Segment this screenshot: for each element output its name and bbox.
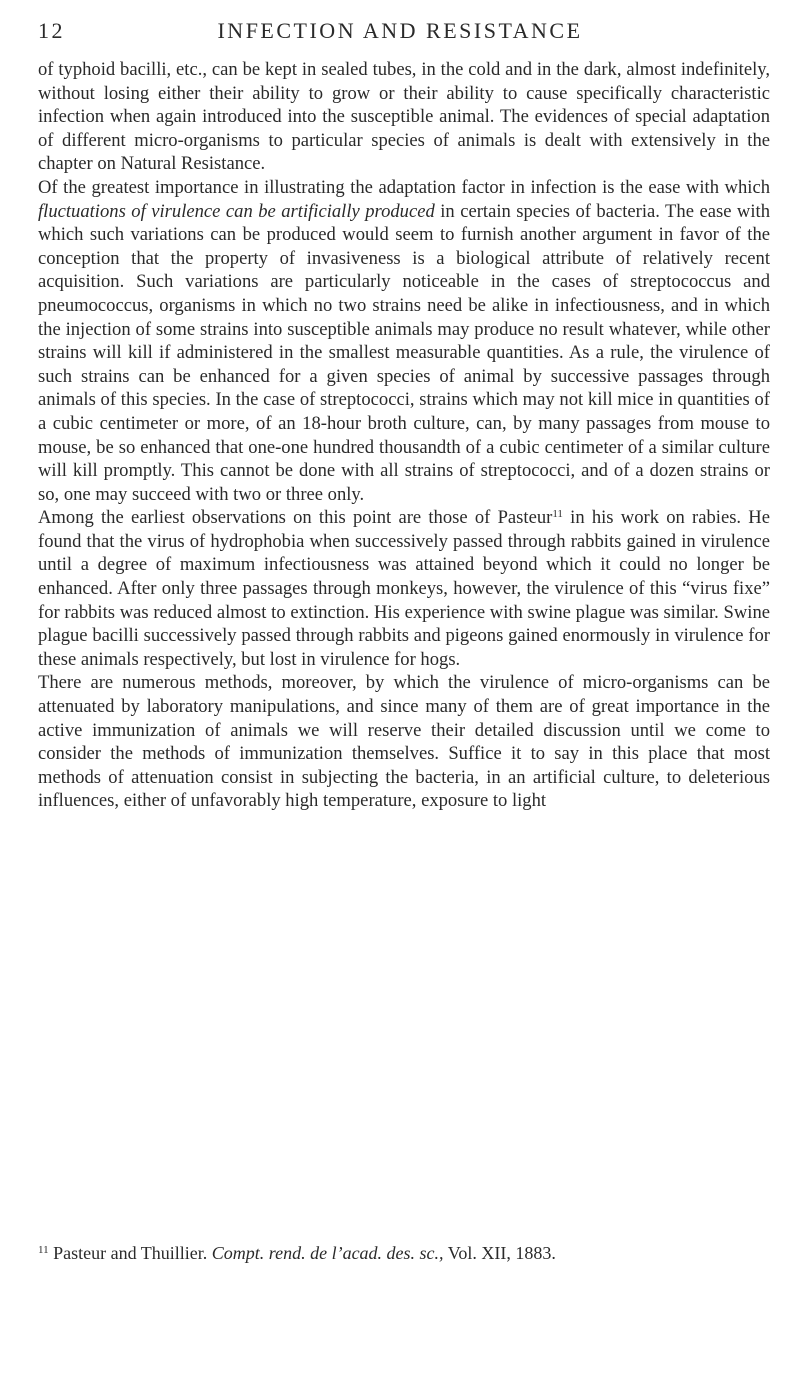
paragraph-1-text: of typhoid bacilli, etc., can be kept in sealed tubes, in the cold and in the dark, almost indefinitely, without losing either their ability to grow or their ability to cause specifically characteristic infection when again introduced into the susceptible animal. The evidences of special adaptation of different micro-organisms to particular species of animals is dealt with extensively in the chapter on Natural Resistance.: [38, 59, 770, 175]
paragraph-3-text-after: in his work on rabies. He found that the virus of hydrophobia when successively passed through rabbits gained in virulence until a degree of maximum infectiousness was attained beyond which it could no longer be enhanced. After only three passages through monkeys, however, the virulence of this “virus fixe” for rabbits was reduced almost to extinction. His experience with swine plague was similar. Swine plague bacilli successively passed through rabbits and pigeons gained enormously in virulence for these animals respectively, but lost in virulence for hogs.: [38, 507, 770, 670]
paragraph-2-text-after: in certain species of bacteria. The ease with which such variations can be produced would seem to furnish another argument in favor of the conception that the property of invasiveness is a biological attribute of relatively recent acquisition. Such variations are particularly noticeable in the cases of streptococcus and pneumococcus, organisms in which no two strains need be alike in infectiousness, and in which the injection of some strains into susceptible animals may produce no result whatever, while other strains will kill if administered in the smallest measurable quantities. As a rule, the virulence of such strains can be enhanced for a given species of animal by successive passages through animals of this species. In the case of streptococci, strains which may not kill mice in quantities of a cubic centimeter or more, of an 18-hour broth culture, can, by many passages from mouse to mouse, be so enhanced that one-one hundred thousandth of a cubic centimeter of a similar culture will kill promptly. This cannot be done with all strains of streptococci, and of a dozen strains or so, one may succeed with two or three only.: [38, 200, 770, 505]
body-text: [38, 58, 770, 813]
paragraph-4: [38, 671, 770, 813]
paragraph-2: [38, 176, 770, 506]
footnote-text-after: Vol. XII, 1883.: [443, 1243, 556, 1263]
paragraph-3-text-before: Among the earliest observations on this point are those of Pasteur: [38, 507, 553, 529]
footnote-citation-italic: Compt. rend. de l’acad. des. sc.,: [211, 1243, 444, 1263]
page-header: [38, 18, 762, 54]
footnote-text-before: Pasteur and Thuillier.: [48, 1243, 212, 1263]
footnote-reference: 11: [552, 508, 563, 521]
page-number: 12: [38, 18, 65, 43]
paragraph-4-text: There are numerous methods, moreover, by which the virulence of micro-organisms can be attenuated by laboratory manipulations, and since many of them are of great importance in the active immunization of animals we will reserve their detailed discussion until we come to consider the methods of immunization themselves. Suffice it to say in this place that most methods of attenuation consist in subjecting the bacteria, in an artificial culture, to deleterious influences, either of unfavorably high temperature, exposure to light: [38, 672, 770, 812]
running-head: INFECTION AND RESISTANCE: [217, 18, 583, 43]
footnote: [38, 1242, 770, 1264]
footnote-mark: 11: [38, 1244, 49, 1256]
paragraph-3: [38, 506, 770, 671]
paragraph-2-text-before: Of the greatest importance in illustrating the adaptation factor in infection is the ease with which: [38, 176, 770, 198]
paragraph-1: [38, 58, 770, 176]
paragraph-2-italic-phrase: fluctuations of virulence can be artificially produced: [38, 200, 435, 222]
